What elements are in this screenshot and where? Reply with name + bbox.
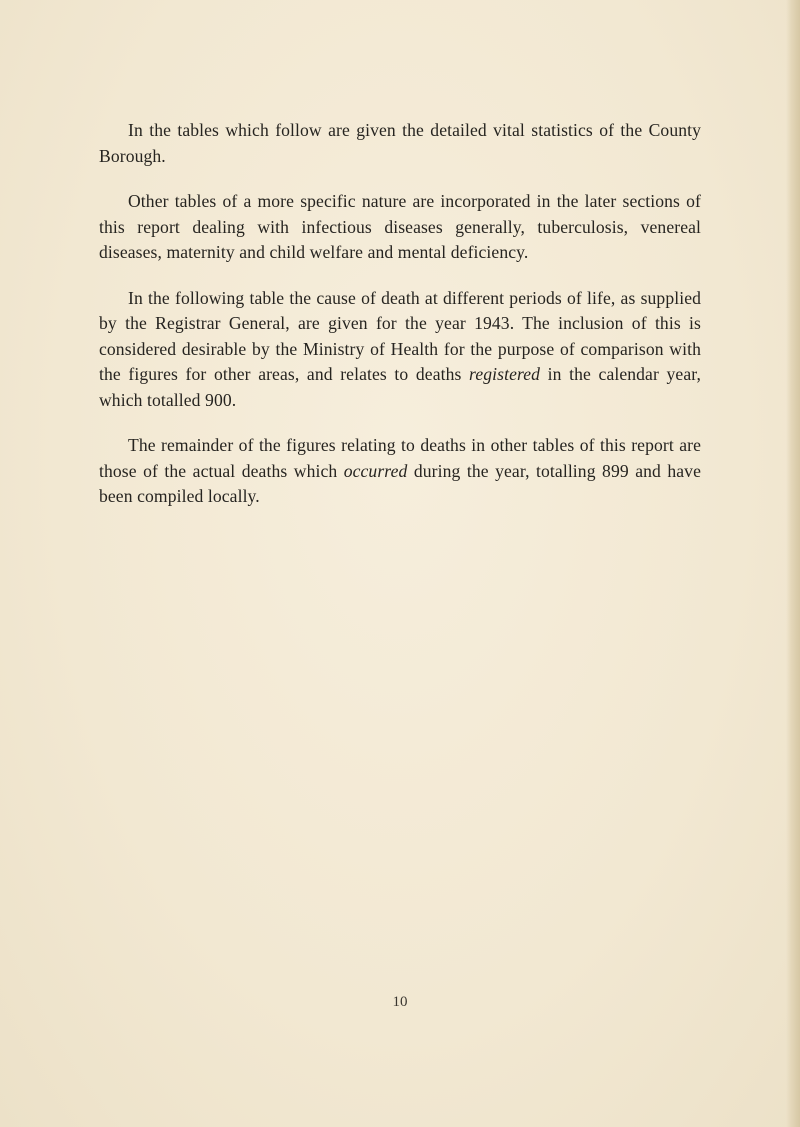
paragraph-intro: In the tables which follow are given the detailed vital statistics of the County Borough. xyxy=(99,120,701,166)
emphasis-registered: registered xyxy=(469,364,541,384)
paragraph-remainder xyxy=(99,433,701,510)
paragraph-remainder-tail: during the year, totalling 899 and have been compiled locally. xyxy=(99,460,701,506)
emphasis-occurred: occurred xyxy=(343,460,408,481)
page-edge-shadow xyxy=(786,0,800,1127)
paragraph-cause-of-death-tail: in the calendar year, which totalled 900. xyxy=(99,364,701,410)
paragraph-cause-of-death xyxy=(99,286,701,414)
paragraph-other-tables: Other tables of a more specific nature are incorporated in the later sections of this report dealing with infectious diseases generally, tuberculosis, venereal diseases, maternity and child welfare and mental deficiency. xyxy=(99,191,701,262)
body-text xyxy=(99,118,701,530)
paragraph-remainder-text: The remainder of the figures relating to deaths in other tables of this report are those of the actual deaths which xyxy=(99,435,701,481)
page-number: 10 xyxy=(392,994,408,1010)
paragraph-cause-of-death-text: In the following table the cause of death at different periods of life, as supplied by the Registrar General, are given for the year 1943. The inclusion of this is considered desirable by the Ministry of Health for the purpose of comparison with the figures for other areas, and relates to deaths xyxy=(99,287,701,384)
